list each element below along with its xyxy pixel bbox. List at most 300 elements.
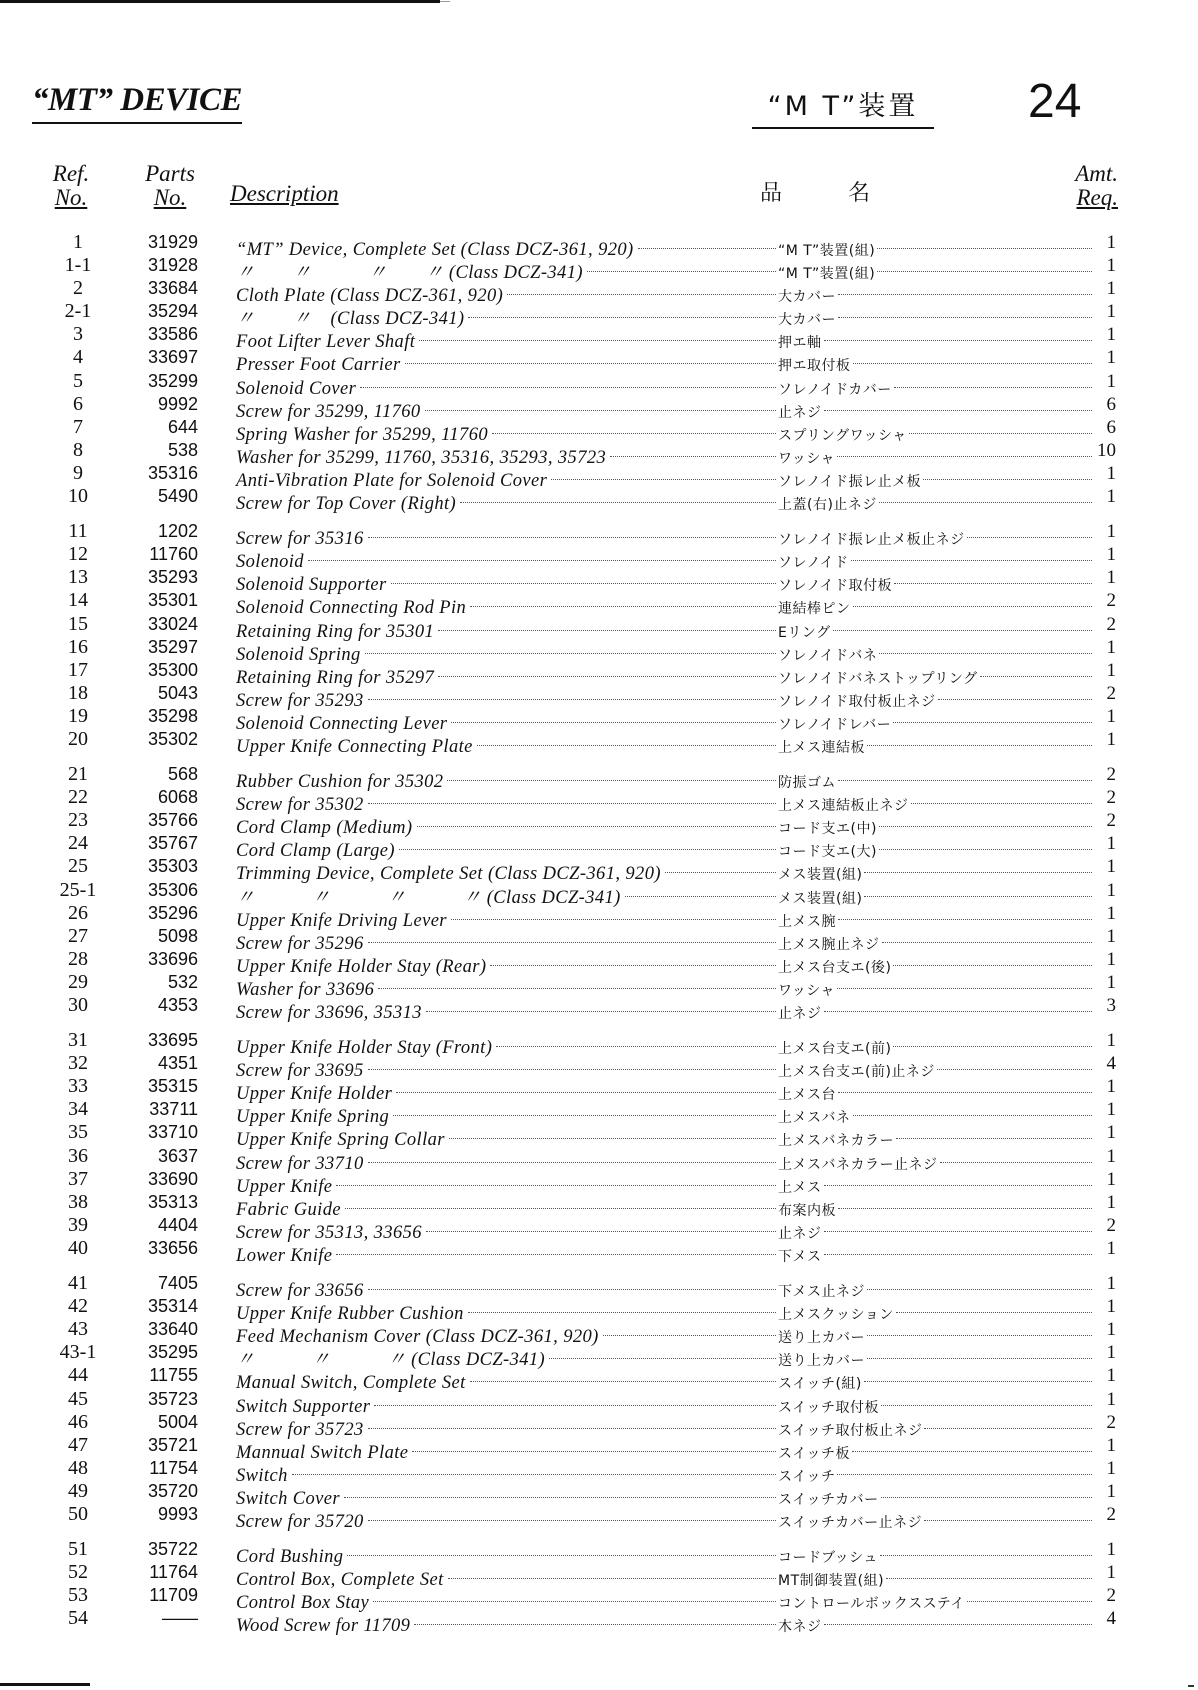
ref-no: 43-1 (59, 1341, 97, 1364)
description-jp: 下メス止ネジ (778, 1284, 865, 1301)
description-jp: 大カバー (778, 312, 836, 329)
leader-dots (426, 988, 776, 1012)
description-jp: ソレノイドバネ (778, 647, 878, 664)
amount-required: 1 (1106, 1273, 1116, 1295)
row-description-line (236, 1237, 1092, 1269)
leader-dots (610, 433, 776, 457)
col-header-amt (1058, 162, 1118, 210)
amount-required: 1 (1106, 1539, 1116, 1561)
col-header-ref (42, 162, 100, 210)
parts-no: 11764 (149, 1562, 198, 1583)
leader-dots (896, 1115, 1092, 1139)
bottom-rule (0, 1683, 90, 1686)
leader-dots (399, 826, 776, 850)
leader-dots (360, 364, 776, 388)
description-en: Switch Cover (236, 1488, 340, 1509)
leader-dots (837, 433, 1092, 457)
parts-no: 35720 (147, 1480, 198, 1501)
leader-dots (345, 1185, 776, 1209)
ref-no: 2 (73, 277, 83, 300)
leader-dots (853, 340, 1093, 364)
ref-no: 24 (68, 832, 88, 855)
amount-required: 1 (1106, 636, 1116, 658)
leader-dots (967, 1578, 1092, 1602)
amount-required: 1 (1106, 1434, 1116, 1456)
ref-no: 41 (68, 1272, 88, 1295)
leader-dots (419, 317, 776, 341)
ref-no: 19 (68, 704, 88, 727)
parts-no: 568 (167, 764, 198, 785)
description-jp: “M T”装置(組) (778, 243, 876, 259)
leader-dots (638, 225, 776, 249)
description-jp: スイッチ板 (778, 1445, 850, 1462)
col-header-amt-line2: Req. (1076, 185, 1118, 210)
description-en: Feed Mechanism Cover (Class DCZ-361, 920) (236, 1327, 599, 1348)
parts-no: 3637 (157, 1145, 198, 1166)
amount-required: 2 (1106, 1411, 1116, 1433)
parts-no: 33024 (147, 613, 198, 634)
ref-no: 48 (68, 1456, 88, 1479)
leader-dots (937, 1046, 1092, 1070)
description-en: Retaining Ring for 35301 (236, 621, 435, 642)
leader-dots (824, 1208, 1093, 1232)
leader-dots (867, 722, 1092, 746)
amount-required: 1 (1106, 324, 1116, 346)
description-en: Solenoid Cover (236, 378, 357, 399)
amount-required: 2 (1106, 613, 1116, 635)
leader-dots (336, 1231, 776, 1255)
leader-dots (833, 607, 1092, 631)
col-header-description (230, 182, 339, 206)
col-header-jp-a: 品 (760, 181, 783, 206)
leader-dots (368, 1139, 776, 1163)
parts-no: 35301 (147, 590, 198, 611)
leader-dots (412, 1428, 776, 1452)
description-en: Anti-Vibration Plate for Solenoid Cover (236, 470, 548, 491)
amount-required: 6 (1106, 416, 1116, 438)
col-header-jp (760, 182, 870, 206)
ref-no: 9 (73, 461, 83, 484)
ref-no: 1-1 (64, 254, 92, 277)
table-row (0, 1607, 1198, 1637)
description-jp: 送り上カバー (778, 1353, 865, 1370)
table-row (0, 1236, 1198, 1266)
description-jp: 上メス腕止ネジ (778, 936, 880, 953)
amount-required: 1 (1106, 1319, 1116, 1341)
ref-no: 53 (68, 1584, 88, 1607)
description-jp: 上メスバネ (778, 1110, 851, 1127)
amount-required: 1 (1106, 948, 1116, 970)
description-jp: 上メス台支エ(後) (778, 959, 892, 976)
leader-dots (492, 410, 776, 434)
leader-dots (368, 1497, 776, 1521)
description-jp: スイッチ (778, 1468, 836, 1485)
description-jp: コード支エ(中) (778, 821, 877, 838)
parts-no: 31928 (147, 255, 198, 276)
leader-dots (587, 248, 776, 272)
ref-no: 29 (68, 970, 88, 993)
col-header-parts-line2: No. (153, 185, 187, 210)
leader-dots (425, 387, 776, 411)
ref-no: 21 (68, 763, 88, 786)
leader-dots (393, 1092, 776, 1116)
leader-dots (880, 1532, 1092, 1556)
ref-no: 35 (68, 1121, 88, 1144)
parts-no: 35300 (147, 659, 198, 680)
amount-required: 2 (1106, 787, 1116, 809)
parts-no: 33656 (147, 1237, 198, 1258)
ref-no: 14 (68, 589, 88, 612)
ref-no: 2-1 (64, 300, 92, 323)
leader-dots (336, 1162, 776, 1186)
description-en: Washer for 33696 (236, 979, 375, 1000)
leader-dots (837, 1451, 1092, 1475)
leader-dots (879, 630, 1092, 654)
amount-required: 1 (1106, 856, 1116, 878)
description-jp: ソレノイドバネストップリング (778, 670, 978, 687)
leader-dots (893, 699, 1092, 723)
ref-no: 34 (68, 1098, 88, 1121)
ref-no: 32 (68, 1052, 88, 1075)
parts-no: 5098 (157, 925, 198, 946)
ref-no: 27 (68, 924, 88, 947)
amount-required: 3 (1106, 995, 1116, 1016)
parts-group (0, 1029, 1198, 1266)
amount-required: 1 (1106, 659, 1116, 681)
description-jp: 上蓋(右)止ネジ (778, 497, 877, 514)
description-jp: 止ネジ (778, 1006, 822, 1022)
amount-required: 2 (1106, 1585, 1116, 1607)
parts-no: 33710 (147, 1122, 198, 1143)
amount-required: 1 (1106, 462, 1116, 484)
amount-required: 1 (1106, 1365, 1116, 1387)
leader-dots (451, 699, 776, 723)
amount-required: 2 (1106, 764, 1116, 786)
ref-no: 30 (68, 994, 88, 1016)
leader-dots (853, 583, 1093, 607)
parts-no: 5043 (157, 682, 198, 703)
description-jp: ソレノイド振レ止メ板止ネジ (778, 532, 965, 549)
description-jp: MT制御装置(組) (778, 1573, 885, 1590)
leader-dots (824, 317, 1093, 341)
description-en: Trimming Device, Complete Set (Class DCZ-361, 920) (236, 864, 661, 885)
col-header-description-text: Description (230, 181, 339, 206)
ref-no: 40 (68, 1236, 88, 1259)
amount-required: 1 (1106, 1457, 1116, 1479)
parts-no: 35314 (147, 1296, 198, 1317)
leader-dots (879, 826, 1092, 850)
description-en: Solenoid Supporter (236, 575, 387, 596)
ref-no: 37 (68, 1167, 88, 1190)
leader-dots (853, 1092, 1093, 1116)
description-jp: 連結棒ピン (778, 601, 851, 618)
amount-required: 1 (1106, 728, 1116, 750)
ref-no: 36 (68, 1144, 88, 1167)
leader-dots (838, 271, 1092, 295)
col-header-jp-b: 名 (848, 181, 871, 206)
ref-no: 1 (73, 231, 83, 253)
description-jp: 上メス腕 (778, 913, 836, 930)
description-en: Switch (236, 1465, 288, 1486)
amount-required: 1 (1106, 347, 1116, 369)
description-jp: 上メスバネカラー (778, 1133, 894, 1150)
ref-no: 47 (68, 1433, 88, 1456)
description-jp: ソレノイドレバー (778, 716, 892, 733)
leader-dots (426, 1208, 776, 1232)
amount-required: 2 (1106, 682, 1116, 704)
description-en: Cord Clamp (Large) (236, 841, 395, 862)
parts-no: 35296 (147, 902, 198, 923)
ref-no: 8 (73, 438, 83, 461)
leader-dots (824, 1231, 1093, 1255)
parts-no: 35295 (147, 1342, 198, 1363)
ref-no: 5 (73, 369, 83, 392)
ref-no: 12 (68, 543, 88, 566)
leader-dots (490, 942, 776, 966)
leader-dots (867, 1312, 1092, 1336)
description-jp: “M T”装置(組) (778, 266, 876, 283)
leader-dots (837, 965, 1092, 989)
parts-no: 4353 (157, 995, 198, 1015)
description-en: Fabric Guide (236, 1199, 341, 1220)
leader-dots (881, 1382, 1092, 1406)
ref-no: 44 (68, 1364, 88, 1387)
leader-dots (879, 803, 1092, 827)
description-en: Screw for 33695 (236, 1061, 364, 1082)
ref-no: 23 (68, 809, 88, 832)
ref-no: 20 (68, 727, 88, 750)
description-jp: Eリング (778, 624, 831, 641)
description-en: Screw for Top Cover (Right) (236, 494, 457, 515)
leader-dots (938, 676, 1092, 700)
parts-no: 35722 (147, 1539, 198, 1560)
ref-no: 16 (68, 635, 88, 658)
parts-no: 33640 (147, 1319, 198, 1340)
leader-dots (867, 1335, 1092, 1359)
description-jp: 上メス (778, 1179, 822, 1196)
description-jp: ソレノイドカバー (778, 381, 892, 398)
description-en: Spring Washer for 35299, 11760 (236, 424, 489, 445)
leader-dots (838, 896, 1092, 920)
ref-no: 38 (68, 1190, 88, 1213)
parts-no: 11754 (149, 1457, 198, 1478)
parts-group (0, 231, 1198, 515)
parts-no: 31929 (147, 232, 198, 252)
leader-dots (507, 271, 776, 295)
amount-required: 1 (1106, 1099, 1116, 1121)
top-rule (0, 0, 440, 3)
leader-dots (549, 1335, 776, 1359)
leader-dots (368, 514, 776, 538)
description-jp: スイッチカバー止ネジ (778, 1514, 923, 1531)
amount-required: 1 (1106, 925, 1116, 947)
ref-no: 26 (68, 901, 88, 924)
description-en: Manual Switch, Complete Set (236, 1373, 466, 1394)
description-en: “MT” Device, Complete Set (Class DCZ-361, 920) (236, 240, 634, 260)
amount-required: 1 (1106, 1076, 1116, 1098)
ref-no: 50 (68, 1502, 88, 1525)
ref-no: 39 (68, 1213, 88, 1236)
leader-dots (886, 1555, 1092, 1579)
description-jp: ソレノイド取付板止ネジ (778, 693, 936, 710)
description-en: Lower Knife (236, 1245, 333, 1266)
page-title-jp: “M T”装置 (752, 84, 934, 129)
parts-group (0, 520, 1198, 757)
amount-required: 1 (1106, 1480, 1116, 1502)
leader-dots (391, 560, 776, 584)
leader-dots (893, 942, 1092, 966)
description-jp: 上メス台支エ(前)止ネジ (778, 1064, 935, 1081)
parts-no: 6068 (157, 787, 198, 808)
parts-no: 4351 (157, 1053, 198, 1074)
amount-required: 2 (1106, 1214, 1116, 1236)
parts-no: 5004 (157, 1411, 198, 1432)
description-en: Presser Foot Carrier (236, 355, 401, 376)
amount-required: 1 (1106, 486, 1116, 508)
parts-no: 35721 (147, 1434, 198, 1455)
leader-dots (923, 456, 1092, 480)
ref-no: 13 (68, 566, 88, 589)
description-jp: 止ネジ (778, 404, 822, 421)
amount-required: 1 (1106, 833, 1116, 855)
amount-required: 1 (1106, 1562, 1116, 1584)
leader-dots (838, 294, 1092, 318)
parts-no: 5490 (157, 486, 198, 507)
amount-required: 1 (1106, 278, 1116, 300)
table-row (0, 485, 1198, 515)
ref-no: 42 (68, 1295, 88, 1318)
ref-no: 52 (68, 1561, 88, 1584)
parts-no: 35293 (147, 567, 198, 588)
ref-no: 43 (68, 1318, 88, 1341)
col-header-ref-line2: No. (54, 185, 88, 210)
description-en: Upper Knife Spring (236, 1107, 390, 1128)
description-jp: 木ネジ (778, 1619, 822, 1636)
description-en: Screw for 35316 (236, 529, 364, 550)
amount-required: 2 (1106, 1503, 1116, 1525)
leader-dots (347, 1532, 776, 1556)
table-row (0, 994, 1198, 1023)
description-en: Cord Bushing (236, 1547, 344, 1568)
amount-required: 1 (1106, 567, 1116, 589)
ref-no: 6 (73, 392, 83, 415)
description-en: Screw for 35302 (236, 795, 364, 816)
parts-no: 9993 (157, 1503, 198, 1524)
description-jp: 下メス (778, 1248, 822, 1265)
leader-dots (368, 676, 776, 700)
leader-dots (909, 410, 1092, 434)
ref-no: 10 (68, 485, 88, 508)
row-description-line (236, 728, 1092, 760)
parts-no: 33711 (149, 1099, 198, 1120)
parts-no: 7405 (157, 1273, 198, 1294)
description-en: Wood Screw for 11709 (236, 1616, 411, 1637)
ref-no: 31 (68, 1029, 88, 1052)
parts-no: 35299 (147, 370, 198, 391)
leader-dots (468, 1289, 776, 1313)
leader-dots (924, 1497, 1092, 1521)
description-en: Screw for 35293 (236, 690, 364, 711)
description-jp: スイッチ(組) (778, 1376, 862, 1393)
parts-no: 35302 (147, 728, 198, 749)
table-row (0, 1502, 1198, 1532)
parts-no: 4404 (157, 1214, 198, 1235)
leader-dots (893, 1023, 1092, 1047)
amount-required: 10 (1097, 439, 1116, 461)
leader-dots (881, 1474, 1092, 1498)
leader-dots (292, 1451, 776, 1475)
parts-group (0, 1538, 1198, 1637)
row-description-line (236, 1607, 1092, 1639)
amount-required: 1 (1106, 879, 1116, 901)
row-description-line (236, 1503, 1092, 1535)
description-jp: 上メスクッション (778, 1307, 894, 1324)
leader-dots (665, 849, 776, 873)
top-rule-faint (440, 1, 450, 2)
parts-no: 35766 (147, 810, 198, 831)
parts-no: 35297 (147, 636, 198, 657)
leader-dots (438, 653, 776, 677)
leader-dots (877, 248, 1092, 272)
col-header-ref-line1: Ref. (52, 161, 90, 186)
description-jp: ソレノイド振レ止メ板 (778, 473, 922, 490)
description-jp: ワッシャ (778, 982, 836, 999)
ref-no: 3 (73, 323, 83, 346)
parts-no: 11755 (149, 1365, 198, 1386)
col-header-parts (134, 162, 206, 210)
parts-no: 11709 (149, 1585, 198, 1606)
amount-required: 1 (1106, 1145, 1116, 1167)
leader-dots (864, 849, 1092, 873)
leader-dots (468, 294, 776, 318)
description-en: Rubber Cushion for 35302 (236, 772, 444, 793)
leader-dots (911, 780, 1093, 804)
amount-required: 2 (1106, 590, 1116, 612)
amount-required: 1 (1106, 1296, 1116, 1318)
leader-dots (838, 1185, 1092, 1209)
amount-required: 1 (1106, 1237, 1116, 1259)
amount-required: 1 (1106, 301, 1116, 323)
leader-dots (378, 965, 776, 989)
parts-no: 35316 (147, 462, 198, 483)
description-en: Retaining Ring for 35297 (236, 667, 435, 688)
leader-dots (967, 514, 1092, 538)
parts-no: 11760 (149, 544, 198, 565)
ref-no: 45 (68, 1387, 88, 1410)
row-description-line (236, 994, 1092, 1026)
leader-dots (867, 1266, 1092, 1290)
ref-no: 25-1 (59, 878, 97, 901)
description-jp: コード支エ(大) (778, 844, 877, 861)
ref-no: 51 (68, 1538, 88, 1561)
description-en: Washer for 35299, 11760, 35316, 35293, 35723 (236, 447, 607, 468)
leader-dots (308, 537, 776, 561)
description-en: Foot Lifter Lever Shaft (236, 332, 416, 353)
description-en: Upper Knife Holder Stay (Front) (236, 1038, 493, 1059)
leader-dots (824, 1601, 1093, 1625)
amount-required: 1 (1106, 1191, 1116, 1213)
description-en: 〃 〃 〃 〃 (Class DCZ-341) (236, 887, 621, 908)
ref-no: 46 (68, 1410, 88, 1433)
parts-no: 35315 (147, 1076, 198, 1097)
description-en: Cord Clamp (Medium) (236, 818, 413, 839)
description-en: Screw for 35296 (236, 933, 364, 954)
ref-no: 17 (68, 658, 88, 681)
description-en: Upper Knife Holder Stay (Rear) (236, 956, 487, 977)
leader-dots (864, 873, 1092, 897)
amount-required: 1 (1106, 521, 1116, 543)
leader-dots (368, 1266, 776, 1290)
